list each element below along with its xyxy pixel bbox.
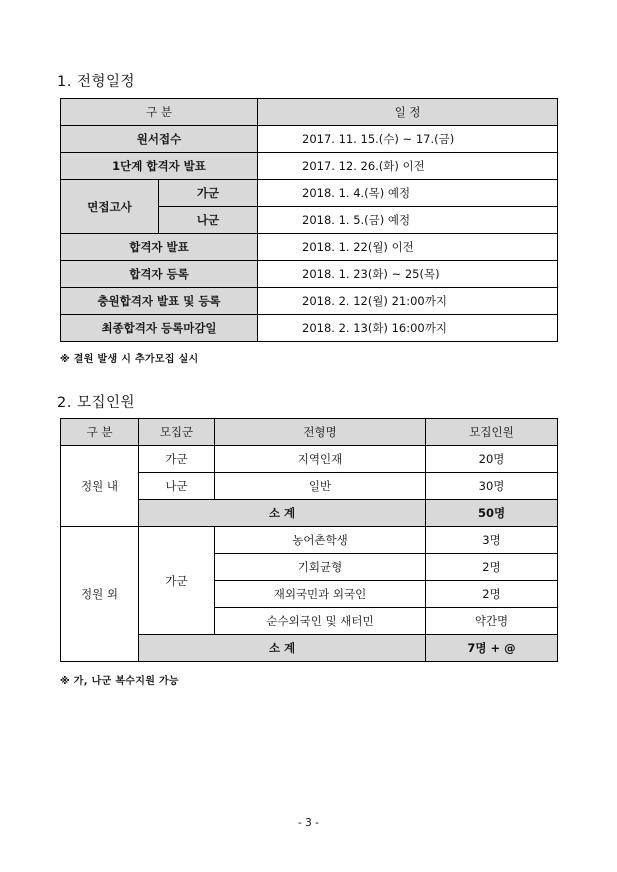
inside-quota-label: 정원 내 xyxy=(61,446,139,527)
quota-count: 30명 xyxy=(426,473,558,500)
admission-name: 기회균형 xyxy=(215,554,426,581)
header-quota: 모집인원 xyxy=(426,419,558,446)
table-row xyxy=(61,153,558,180)
row-sublabel: 가군 xyxy=(159,180,258,207)
table-header-row xyxy=(61,99,558,126)
table-row xyxy=(61,315,558,342)
row-date: 2017. 11. 15.(수) ~ 17.(금) xyxy=(258,126,558,153)
table-row xyxy=(61,288,558,315)
row-date: 2018. 2. 13(화) 16:00까지 xyxy=(258,315,558,342)
row-label: 최종합격자 등록마감일 xyxy=(61,315,258,342)
header-schedule: 일 정 xyxy=(258,99,558,126)
recruitment-note: ※ 가, 나군 복수지원 가능 xyxy=(60,676,179,687)
subtotal-value: 50명 xyxy=(426,500,558,527)
row-label: 면접고사 xyxy=(61,180,159,234)
header-category: 구 분 xyxy=(61,419,139,446)
table-row xyxy=(61,527,558,554)
schedule-table xyxy=(60,98,558,342)
row-sublabel: 나군 xyxy=(159,207,258,234)
row-label: 합격자 발표 xyxy=(61,234,258,261)
page-number: - 3 - xyxy=(298,817,319,829)
subtotal-label: 소 계 xyxy=(139,500,426,527)
table-row xyxy=(61,180,558,207)
schedule-note: ※ 결원 발생 시 추가모집 실시 xyxy=(60,354,199,365)
admission-name: 농어촌학생 xyxy=(215,527,426,554)
table-header-row xyxy=(61,419,558,446)
row-label: 원서접수 xyxy=(61,126,258,153)
row-label: 1단계 합격자 발표 xyxy=(61,153,258,180)
quota-count: 20명 xyxy=(426,446,558,473)
recruitment-table xyxy=(60,418,558,662)
quota-count: 3명 xyxy=(426,527,558,554)
header-admission-type: 전형명 xyxy=(215,419,426,446)
table-row xyxy=(61,446,558,473)
header-group: 모집군 xyxy=(139,419,215,446)
section2-title: 2. 모집인원 xyxy=(57,395,135,411)
admission-name: 재외국민과 외국인 xyxy=(215,581,426,608)
table-row xyxy=(61,234,558,261)
subtotal-value: 7명 + @ xyxy=(426,635,558,662)
group-cell: 가군 xyxy=(139,446,215,473)
row-date: 2018. 2. 12(월) 21:00까지 xyxy=(258,288,558,315)
section1-title: 1. 전형일정 xyxy=(57,74,135,90)
row-date: 2017. 12. 26.(화) 이전 xyxy=(258,153,558,180)
quota-count: 2명 xyxy=(426,554,558,581)
row-label: 충원합격자 발표 및 등록 xyxy=(61,288,258,315)
table-row xyxy=(61,126,558,153)
group-cell: 가군 xyxy=(139,527,215,635)
header-category: 구 분 xyxy=(61,99,258,126)
subtotal-label: 소 계 xyxy=(139,635,426,662)
row-date: 2018. 1. 23(화) ~ 25(목) xyxy=(258,261,558,288)
outside-quota-label: 정원 외 xyxy=(61,527,139,662)
admission-name: 일반 xyxy=(215,473,426,500)
admission-name: 순수외국인 및 새터민 xyxy=(215,608,426,635)
row-label: 합격자 등록 xyxy=(61,261,258,288)
table-row xyxy=(61,261,558,288)
row-date: 2018. 1. 4.(목) 예정 xyxy=(258,180,558,207)
quota-count: 2명 xyxy=(426,581,558,608)
quota-count: 약간명 xyxy=(426,608,558,635)
group-cell: 나군 xyxy=(139,473,215,500)
row-date: 2018. 1. 22(월) 이전 xyxy=(258,234,558,261)
admission-name: 지역인재 xyxy=(215,446,426,473)
row-date: 2018. 1. 5.(금) 예정 xyxy=(258,207,558,234)
